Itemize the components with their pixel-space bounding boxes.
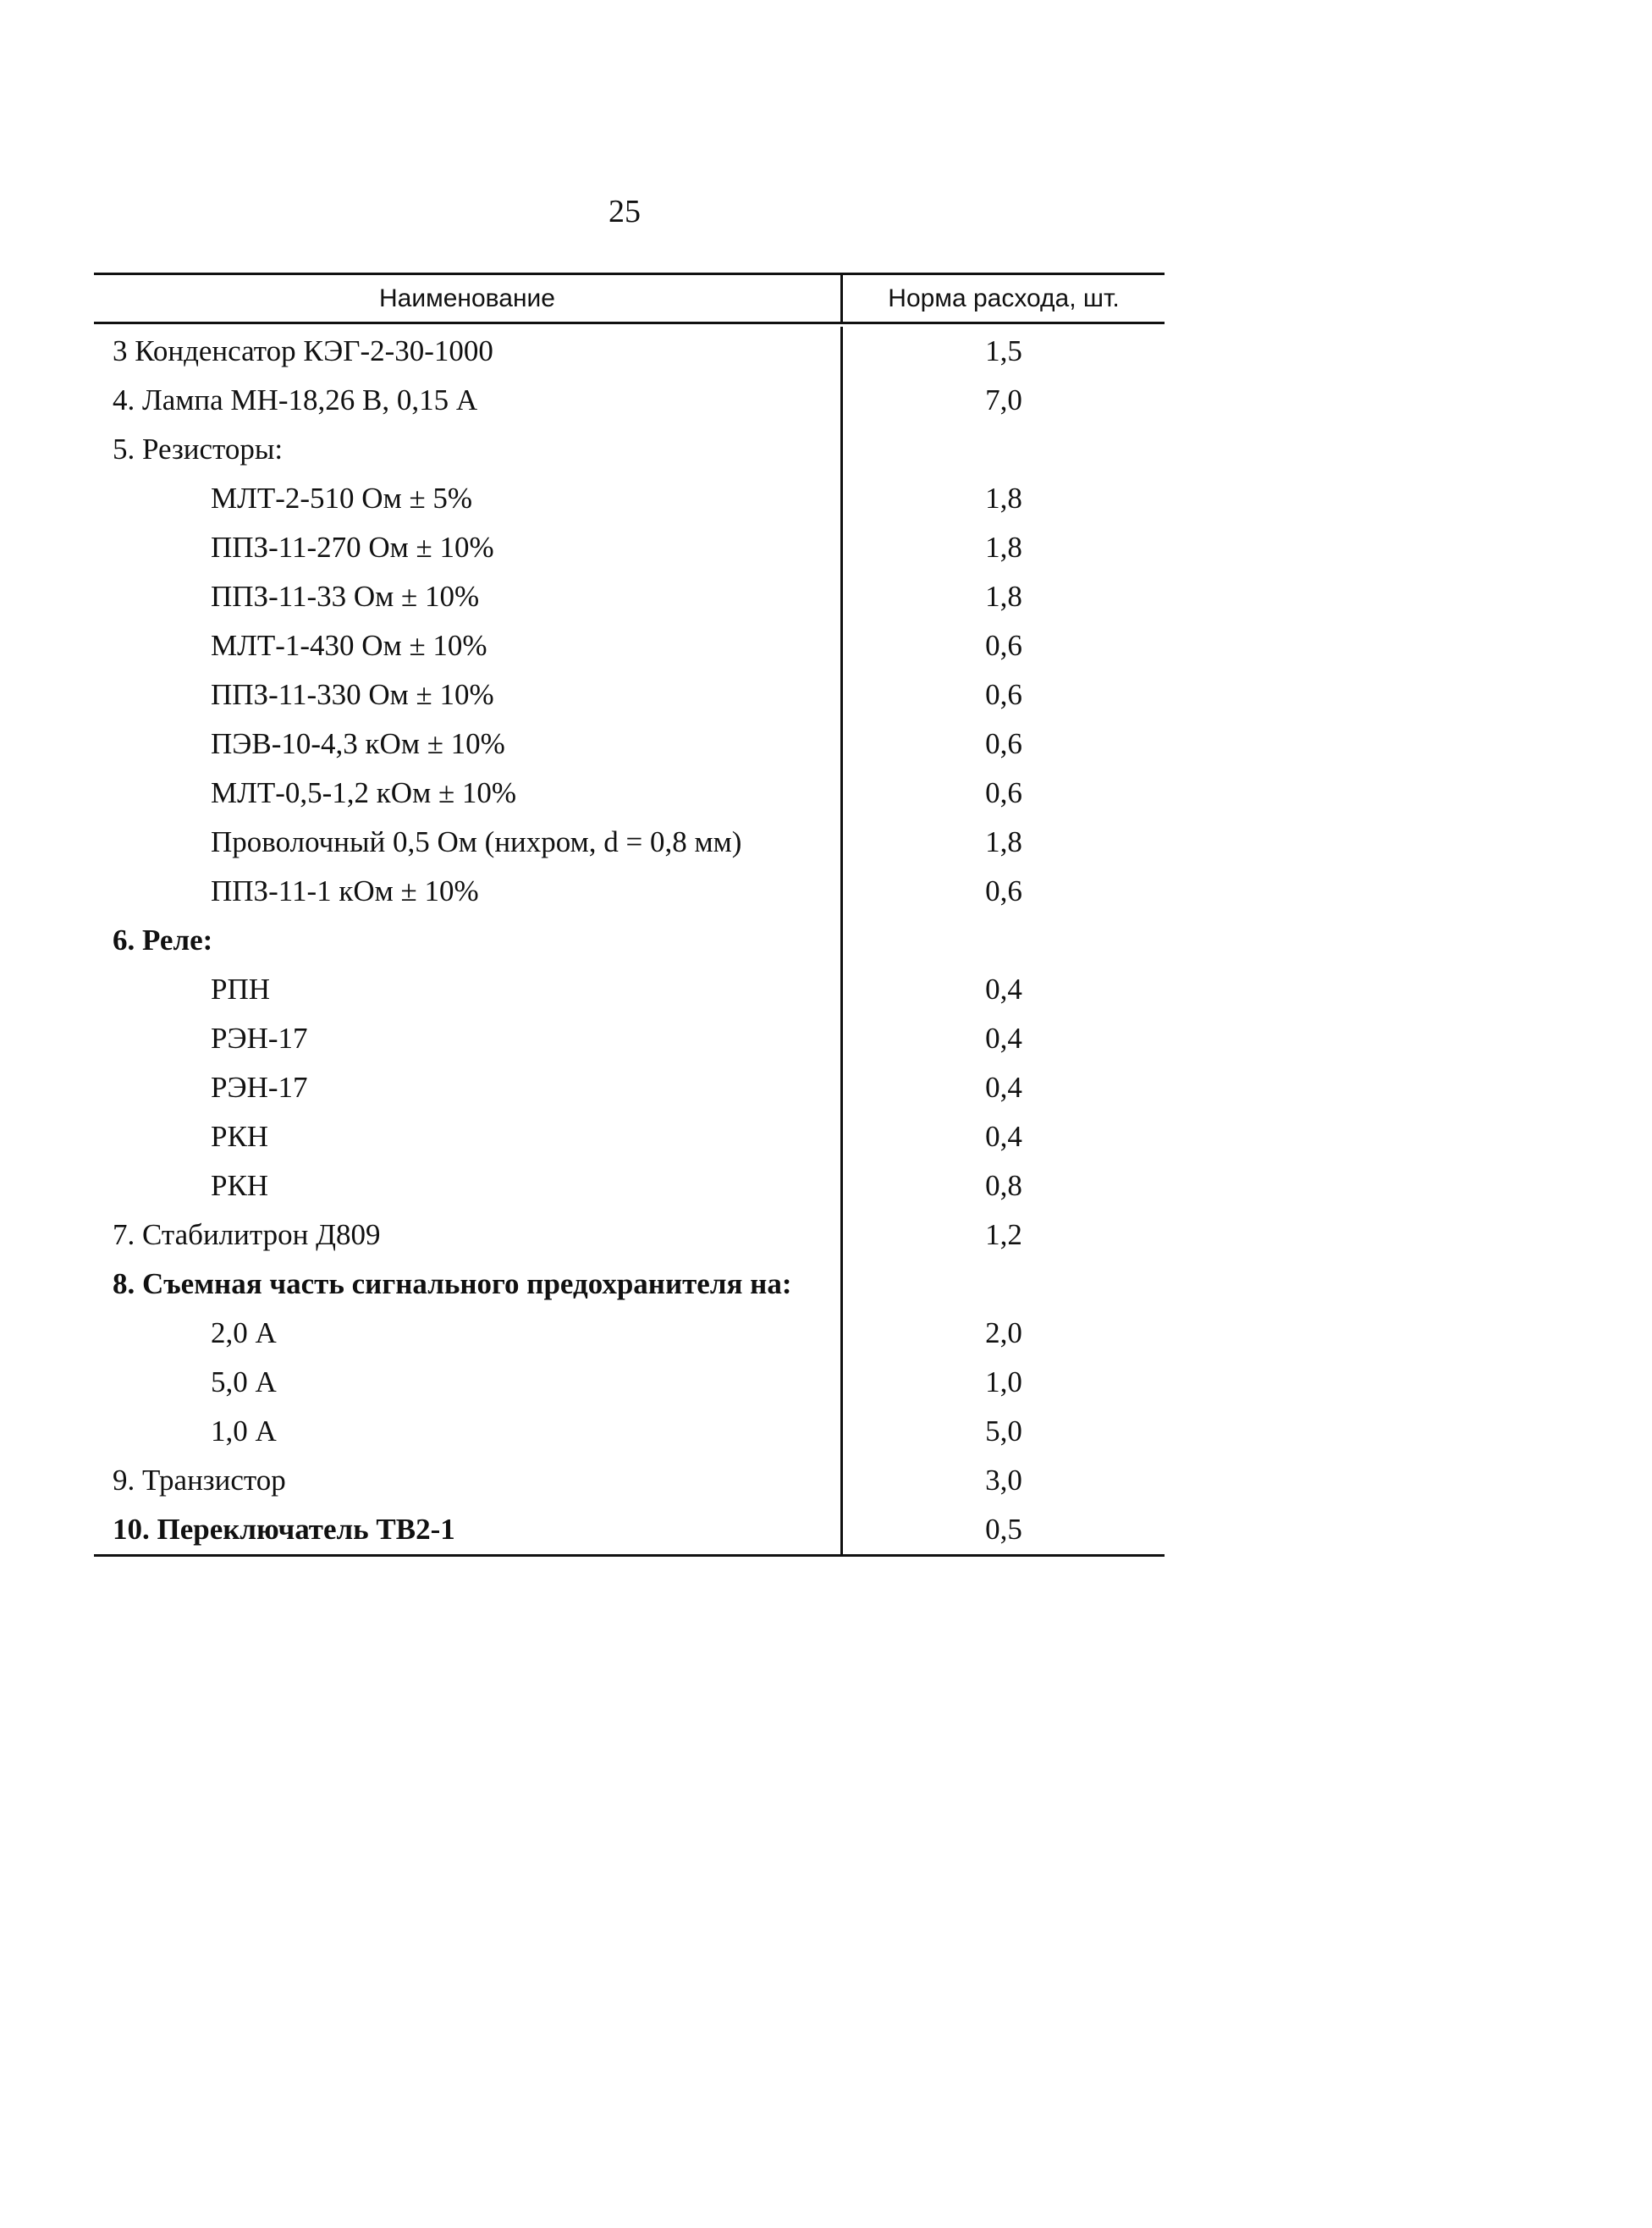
table-row bbox=[94, 1456, 1165, 1505]
table-row bbox=[94, 1014, 1165, 1063]
table-row bbox=[94, 425, 1165, 474]
cell-rate: 0,4 bbox=[985, 1120, 1022, 1153]
cell-name: РПН bbox=[94, 965, 843, 1014]
table-row bbox=[94, 818, 1165, 867]
table-row bbox=[94, 1309, 1165, 1358]
cell-rate bbox=[843, 425, 1165, 474]
cell-name: 5,0 А bbox=[94, 1358, 843, 1407]
cell-rate: 3,0 bbox=[985, 1464, 1022, 1497]
cell-rate: 0,6 bbox=[985, 874, 1022, 907]
table-row bbox=[94, 376, 1165, 425]
cell-name: 9. Транзистор bbox=[94, 1456, 843, 1505]
table-row bbox=[94, 327, 1165, 376]
cell-rate: 0,4 bbox=[985, 973, 1022, 1006]
table-row bbox=[94, 965, 1165, 1014]
cell-rate bbox=[843, 1260, 1165, 1309]
cell-rate: 0,6 bbox=[985, 629, 1022, 662]
cell-name: 5. Резисторы: bbox=[94, 425, 843, 474]
table-row bbox=[94, 1407, 1165, 1456]
table-body bbox=[94, 327, 1165, 1554]
table-row bbox=[94, 572, 1165, 621]
cell-rate: 1,8 bbox=[985, 580, 1022, 613]
cell-rate: 0,4 bbox=[985, 1071, 1022, 1104]
cell-rate: 1,8 bbox=[985, 482, 1022, 515]
table-header bbox=[94, 275, 1165, 324]
header-name: Наименование bbox=[94, 275, 843, 322]
table-row bbox=[94, 1358, 1165, 1407]
header-rate: Норма расхода, шт. bbox=[888, 284, 1120, 312]
cell-rate bbox=[843, 916, 1165, 965]
cell-name: ППЗ-11-270 Ом ± 10% bbox=[94, 523, 843, 572]
cell-rate: 1,8 bbox=[985, 825, 1022, 858]
table-row bbox=[94, 670, 1165, 720]
cell-rate: 0,8 bbox=[985, 1169, 1022, 1202]
cell-rate: 5,0 bbox=[985, 1415, 1022, 1448]
table-row bbox=[94, 1063, 1165, 1112]
cell-name: РКН bbox=[94, 1161, 843, 1211]
cell-name: 4. Лампа МН-18,26 В, 0,15 А bbox=[94, 376, 843, 425]
cell-name: 2,0 А bbox=[94, 1309, 843, 1358]
table-row bbox=[94, 769, 1165, 818]
table-row bbox=[94, 1260, 1165, 1309]
cell-name: 6. Реле: bbox=[94, 916, 843, 965]
table-row bbox=[94, 523, 1165, 572]
cell-rate: 0,6 bbox=[985, 776, 1022, 809]
cell-rate: 0,5 bbox=[985, 1513, 1022, 1546]
table-row bbox=[94, 1161, 1165, 1211]
cell-rate: 1,0 bbox=[985, 1365, 1022, 1398]
table-row bbox=[94, 474, 1165, 523]
cell-rate: 0,4 bbox=[985, 1022, 1022, 1055]
page-number: 25 bbox=[608, 194, 641, 229]
cell-name: РЭН-17 bbox=[94, 1063, 843, 1112]
table-row bbox=[94, 916, 1165, 965]
table-row bbox=[94, 621, 1165, 670]
cell-rate: 1,5 bbox=[985, 334, 1022, 367]
cell-name: ППЗ-11-33 Ом ± 10% bbox=[94, 572, 843, 621]
cell-name: 1,0 А bbox=[94, 1407, 843, 1456]
table-row bbox=[94, 1211, 1165, 1260]
cell-name: ППЗ-11-1 кОм ± 10% bbox=[94, 867, 843, 916]
table-row bbox=[94, 1505, 1165, 1554]
cell-name: МЛТ-1-430 Ом ± 10% bbox=[94, 621, 843, 670]
cell-name: РКН bbox=[94, 1112, 843, 1161]
cell-name: ППЗ-11-330 Ом ± 10% bbox=[94, 670, 843, 720]
cell-name: 10. Переключатель ТВ2-1 bbox=[94, 1505, 843, 1554]
cell-rate: 2,0 bbox=[985, 1316, 1022, 1349]
cell-name: Проволочный 0,5 Ом (нихром, d = 0,8 мм) bbox=[94, 818, 843, 867]
cell-name: 3 Конденсатор КЭГ-2-30-1000 bbox=[94, 327, 843, 376]
cell-rate: 0,6 bbox=[985, 727, 1022, 760]
cell-name: МЛТ-0,5-1,2 кОм ± 10% bbox=[94, 769, 843, 818]
cell-rate: 7,0 bbox=[985, 383, 1022, 416]
cell-rate: 1,8 bbox=[985, 531, 1022, 564]
cell-name: РЭН-17 bbox=[94, 1014, 843, 1063]
consumption-table bbox=[94, 273, 1165, 1557]
table-row bbox=[94, 867, 1165, 916]
cell-name: 8. Съемная часть сигнального предохранителя на: bbox=[94, 1260, 843, 1309]
cell-name: ПЭВ-10-4,3 кОм ± 10% bbox=[94, 720, 843, 769]
cell-name: 7. Стабилитрон Д809 bbox=[94, 1211, 843, 1260]
table-row bbox=[94, 720, 1165, 769]
cell-name: МЛТ-2-510 Ом ± 5% bbox=[94, 474, 843, 523]
cell-rate: 0,6 bbox=[985, 678, 1022, 711]
cell-rate: 1,2 bbox=[985, 1218, 1022, 1251]
table-row bbox=[94, 1112, 1165, 1161]
